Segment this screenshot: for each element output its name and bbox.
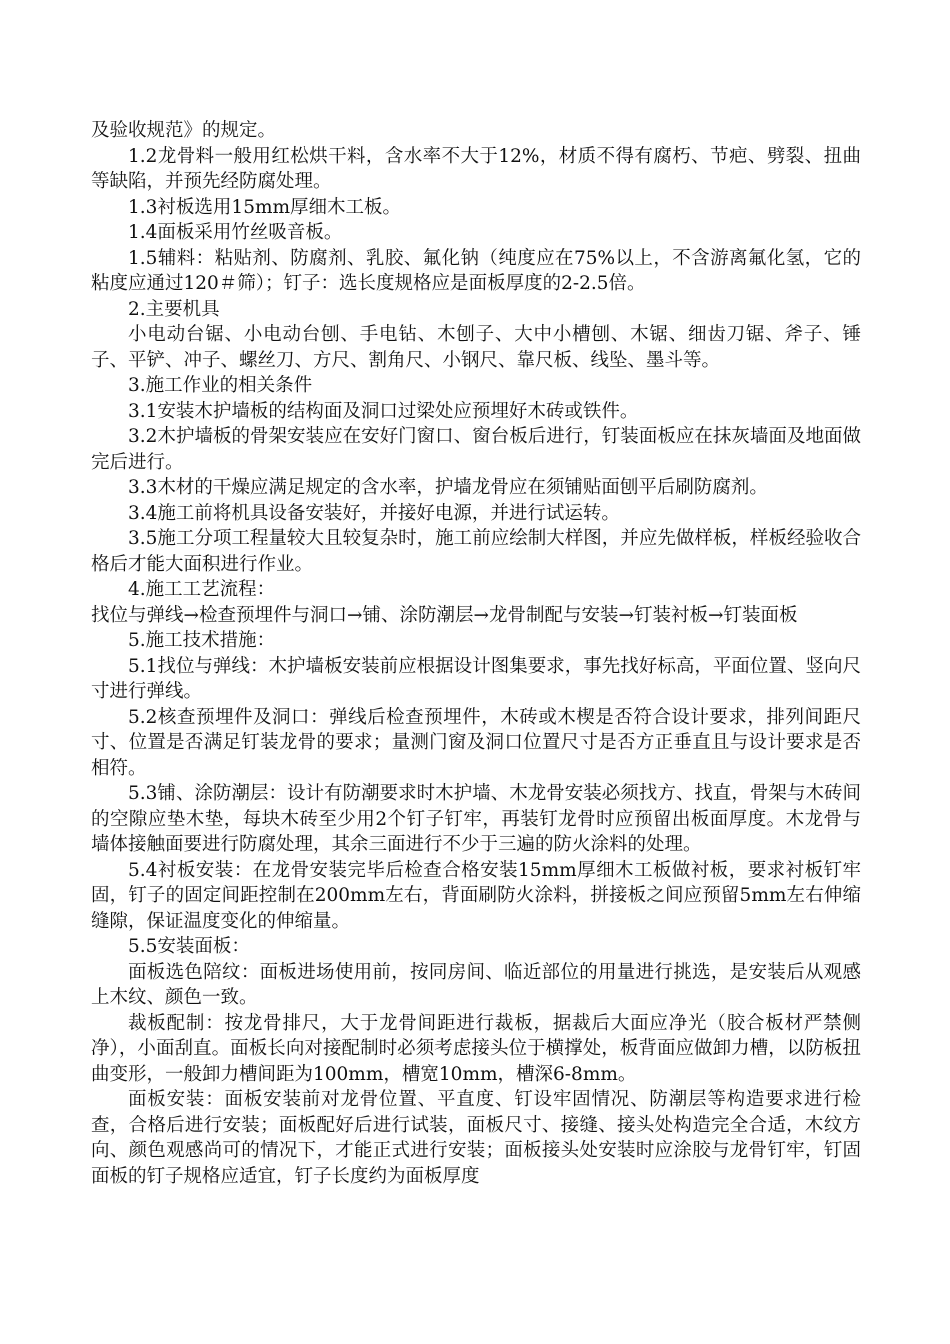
paragraph: 面板选色陪纹：面板进场使用前，按同房间、临近部位的用量进行挑选，是安装后从观感上木纹、颜色一致。 (91, 961, 861, 1008)
paragraph: 3.2木护墙板的骨架安装应在安好门窗口、窗台板后进行，钉装面板应在抹灰墙面及地面做完后进行。 (91, 426, 861, 473)
paragraph: 3.5施工分项工程量较大且较复杂时，施工前应绘制大样图，并应先做样板，样板经验收合格后才能大面积进行作业。 (91, 528, 861, 575)
paragraph: 1.2龙骨料一般用红松烘干料，含水率不大于12%，材质不得有腐朽、节疤、劈裂、扭曲等缺陷，并预先经防腐处理。 (91, 145, 861, 192)
section-heading: 5.施工技术措施： (128, 630, 276, 651)
paragraph: 1.4面板采用竹丝吸音板。 (128, 222, 343, 243)
section-heading: 2.主要机具 (128, 298, 220, 320)
paragraph: 3.1安装木护墙板的结构面及洞口过梁处应预埋好木砖或铁件。 (128, 400, 639, 422)
paragraph: 5.2核查预埋件及洞口：弹线后检查预埋件，木砖或木楔是否符合设计要求，排列间距尺寸、位置是否满足钉装龙骨的要求；量测门窗及洞口位置尺寸是否方正垂直且与设计要求是否相符。 (91, 706, 861, 779)
paragraph: 及验收规范》的规定。 (91, 120, 277, 141)
section-heading: 4.施工工艺流程： (128, 579, 276, 600)
paragraph: 5.3铺、涂防潮层：设计有防潮要求时木护墙、木龙骨安装必须找方、找直，骨架与木砖间的空隙应垫木垫，每块木砖至少用2个钉子钉牢，再装钉龙骨时应预留出板面厚度。木龙骨与墙体接触面要进行防腐处理，其余三面进行不少于三遍的防火涂料的处理。 (91, 783, 861, 855)
process-flow: 找位与弹线→检查预埋件与洞口→铺、涂防潮层→龙骨制配与安装→钉装衬板→钉装面板 (91, 604, 798, 626)
paragraph: 1.3衬板选用15mm厚细木工板。 (128, 196, 402, 218)
paragraph: 小电动台锯、小电动台刨、手电钻、木刨子、大中小槽刨、木锯、细齿刀锯、斧子、锤子、平铲、冲子、螺丝刀、方尺、割角尺、小钢尺、靠尺板、线坠、墨斗等。 (91, 324, 861, 371)
paragraph: 面板安装：面板安装前对龙骨位置、平直度、钉设牢固情况、防潮层等构造要求进行检查，合格后进行安装；面板配好后进行试装，面板尺寸、接缝、接头处构造完全合适，木纹方向、颜色观感尚可的情况下，才能正式进行安装；面板接头处安装时应涂胶与龙骨钉牢，钉固面板的钉子规格应适宜，钉子长度约为面板厚度 (91, 1089, 861, 1187)
paragraph: 3.3木材的干燥应满足规定的含水率，护墙龙骨应在须铺贴面刨平后刷防腐剂。 (128, 477, 768, 498)
paragraph: 3.4施工前将机具设备安装好，并接好电源，并进行试运转。 (128, 502, 620, 524)
section-heading: 5.5安装面板： (128, 936, 250, 957)
paragraph: 1.5辅料：粘贴剂、防腐剂、乳胶、氟化钠（纯度应在75%以上，不含游离氟化氢，它的粘度应通过120＃筛）；钉子：选长度规格应是面板厚度的2-2.5倍。 (91, 247, 861, 294)
paragraph: 5.4衬板安装：在龙骨安装完毕后检查合格安装15mm厚细木工板做衬板，要求衬板钉牢固，钉子的固定间距控制在200mm左右，背面刷防火涂料，拼接板之间应预留5mm左右伸缩缝隙，保证温度变化的伸缩量。 (91, 859, 861, 932)
section-heading: 3.施工作业的相关条件 (128, 375, 313, 396)
paragraph: 裁板配制：按龙骨排尺，大于龙骨间距进行裁板，据裁后大面应净光（胶合板材严禁侧净），小面刮直。面板长向对接配制时必须考虑接头位于横撑处，板背面应做卸力槽，以防板扭曲变形，一般卸力槽间距为100mm，槽宽10mm，槽深6-8mm。 (91, 1012, 861, 1085)
document-body (91, 118, 861, 1189)
paragraph: 5.1找位与弹线：木护墙板安装前应根据设计图集要求，事先找好标高，平面位置、竖向尺寸进行弹线。 (91, 655, 861, 702)
